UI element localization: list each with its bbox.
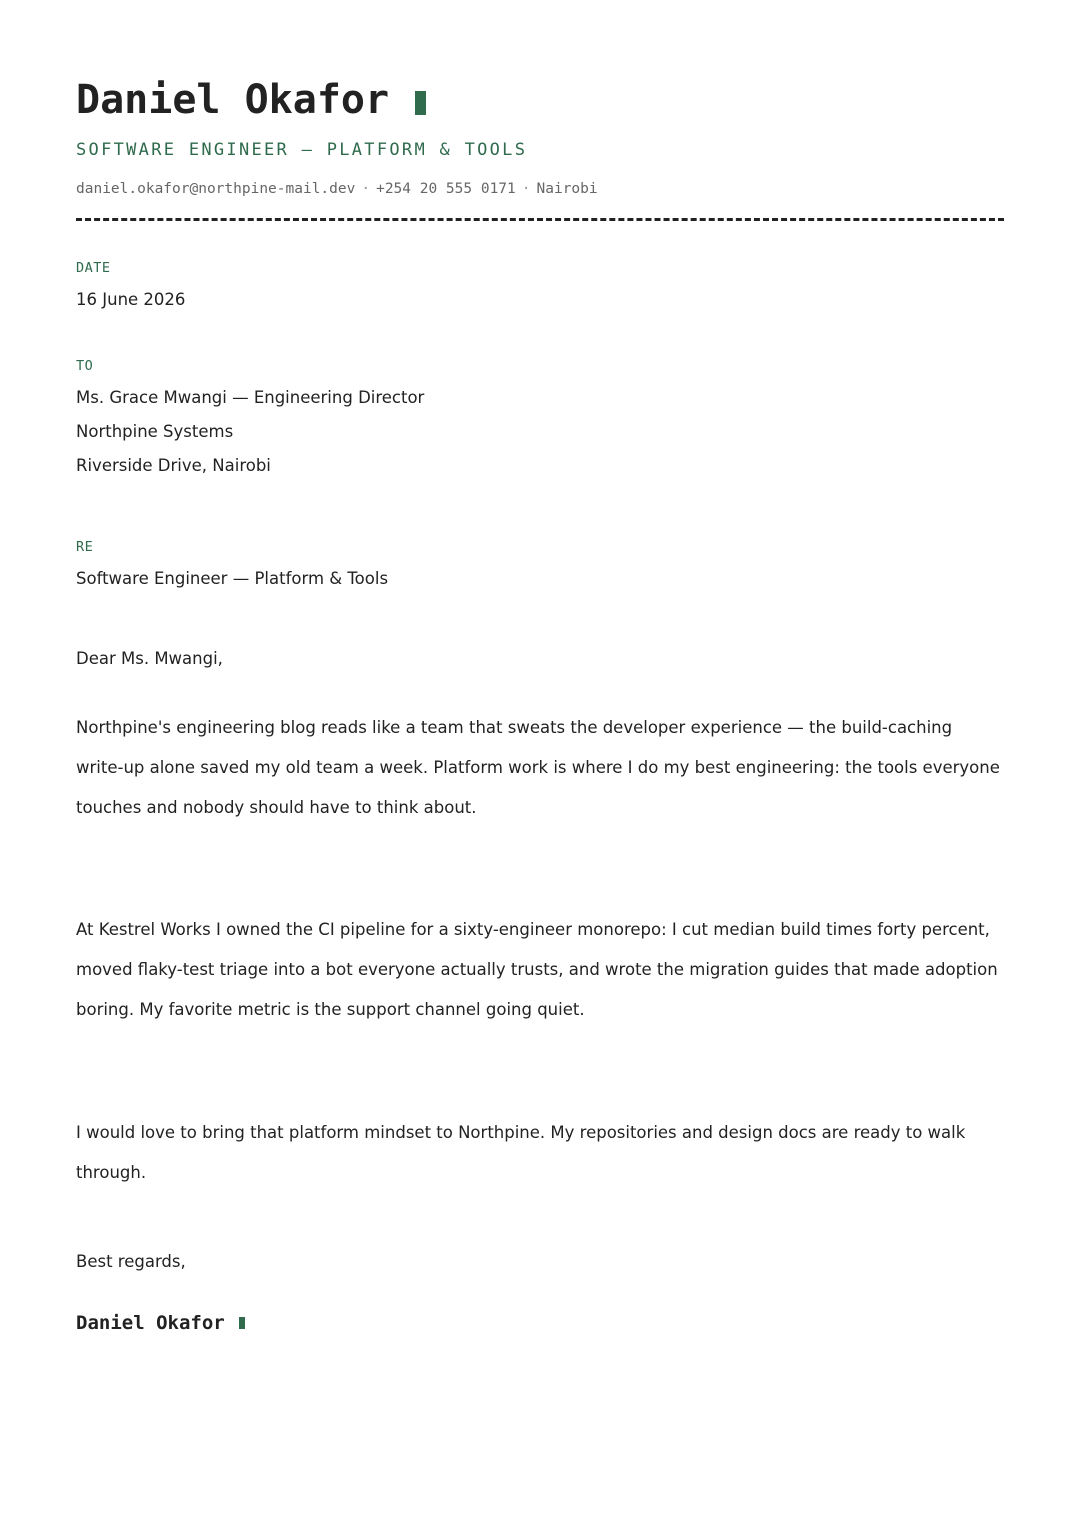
contact-location: Nairobi [536, 181, 598, 197]
body-paragraph: Northpine's engineering blog reads like a team that sweats the developer experience — the build-caching write-up alone saved my old team a week. Platform work is where I do my best engineering: the tools everyone touches and nobody should have to think about. [76, 718, 1000, 817]
header-name [76, 74, 426, 126]
recipient-label: TO [76, 358, 94, 374]
header-role: SOFTWARE ENGINEER — PLATFORM & TOOLS [76, 140, 528, 160]
recipient-company: Northpine Systems [76, 422, 234, 441]
contact-email: daniel.okafor@northpine-mail.dev [76, 181, 356, 197]
signature [76, 1312, 245, 1334]
date-label: DATE [76, 260, 111, 276]
subject-label: RE [76, 539, 94, 555]
cursor-block-icon [415, 91, 426, 115]
recipient-address: Riverside Drive, Nairobi [76, 456, 271, 475]
salutation: Dear Ms. Mwangi, [76, 649, 223, 668]
date-value: 16 June 2026 [76, 290, 186, 309]
header-name-text: Daniel Okafor [76, 77, 390, 123]
closing: Best regards, [76, 1252, 186, 1271]
signature-text: Daniel Okafor [76, 1312, 225, 1334]
recipient-name: Ms. Grace Mwangi — Engineering Director [76, 388, 425, 407]
contact-separator: · [521, 181, 531, 197]
cursor-block-icon [239, 1317, 245, 1329]
contact-phone: +254 20 555 0171 [376, 181, 516, 197]
contact-separator: · [361, 181, 371, 197]
body-paragraph: I would love to bring that platform mindset to Northpine. My repositories and design docs are ready to walk through. [76, 1123, 966, 1182]
body-paragraph: At Kestrel Works I owned the CI pipeline for a sixty-engineer monorepo: I cut median build times forty percent, moved flaky-test triage into a bot everyone actually trusts, and wrote the migration guides that made adoption boring. My favorite metric is the support channel going quiet. [76, 920, 998, 1019]
header-contact [76, 181, 598, 197]
subject-value: Software Engineer — Platform & Tools [76, 569, 389, 588]
header-divider [76, 218, 1004, 221]
